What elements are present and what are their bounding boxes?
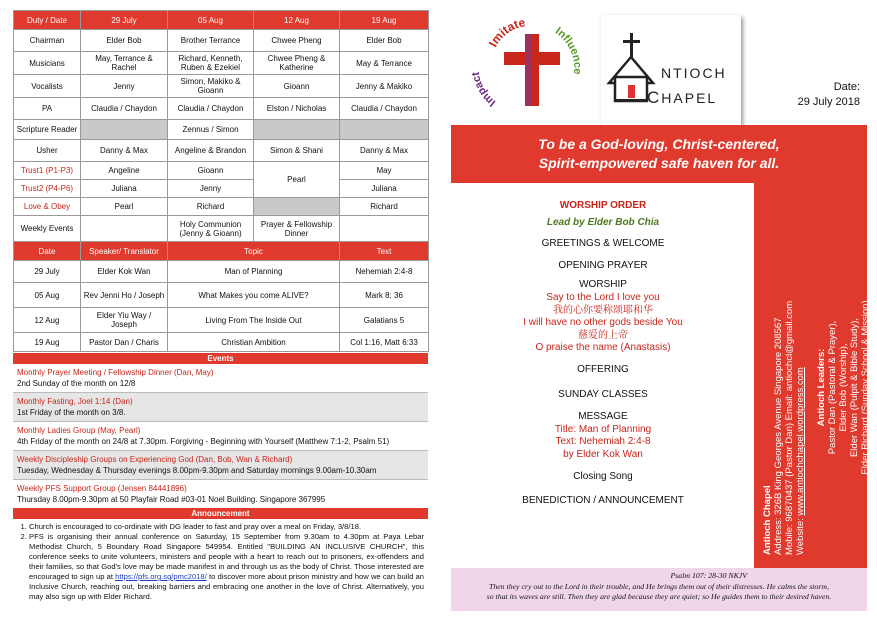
leader-item: Pastor Dan (Pastoral & Prayer), (827, 320, 838, 455)
contact-website (795, 301, 806, 555)
contact-address: Address: 326B King Georges Avenue Singapore 208567 (773, 317, 784, 555)
sermon-speaker: Pastor Dan / Charis (81, 333, 168, 352)
header-cell: Duty / Date (14, 11, 81, 30)
duty-cell: Jenny & Makiko (340, 75, 429, 98)
event-item (13, 422, 428, 451)
event-detail: 4th Friday of the month on 24/8 at 7.30pm. Forgiving - Beginning with Yourself (Matthew 7:1-2, Psalm 51) (17, 437, 390, 446)
empty-cell (81, 216, 168, 242)
duty-cell: Pearl (254, 162, 340, 198)
worship-title: WORSHIP ORDER (559, 200, 647, 211)
empty-cell (340, 120, 429, 140)
mission-line-1: To be a God-loving, Christ-centered, (538, 136, 780, 152)
duty-cell: Danny & Max (81, 140, 168, 162)
svg-text:Impact (470, 71, 498, 109)
mission-banner (451, 125, 867, 183)
psalm-box (451, 568, 867, 611)
duty-row (14, 162, 429, 180)
duty-cell: Juliana (81, 180, 168, 198)
event-item (13, 393, 428, 422)
duty-row (14, 120, 429, 140)
leaders-title: Antioch Leaders: (816, 348, 827, 427)
duty-cell: Pearl (81, 198, 168, 216)
sermon-text: Col 1:16, Matt 6:33 (340, 333, 429, 352)
psalm-line: Then they cry out to the Lord in their trouble, and He brings them out of their distresses. He calms the storm, (488, 581, 829, 591)
date-label: Date: (833, 81, 860, 93)
header-cell: 29 July (81, 11, 168, 30)
leader-item: Elder Richard (Sunday School & Mission) (860, 300, 871, 475)
announcement-item: 1. Church is encouraged to co-ordinate with DG leader to fast and pray over a meal on Friday, 3/8/18. (29, 522, 424, 532)
leader-item: Elder Wan (Pulpit & Bible Study), (849, 317, 860, 458)
header-cell: 19 Aug (340, 11, 429, 30)
event-item (13, 451, 428, 480)
sermon-speaker: Rev Jenni Ho / Joseph (81, 283, 168, 308)
duty-roster-table (13, 10, 429, 352)
sermon-row (14, 308, 429, 333)
sermon-date: 19 Aug (14, 333, 81, 352)
song: Say to the Lord I love you (546, 291, 660, 303)
duty-cell: May (340, 162, 429, 180)
worship-order (458, 200, 748, 508)
sermon-topic: Living From The Inside Out (168, 308, 340, 333)
sermon-row (14, 261, 429, 283)
duty-row (14, 180, 429, 198)
website-label: Website: (795, 515, 806, 555)
duty-cell: Chwee Pheng (254, 30, 340, 52)
announcement-text: to discover more about prison ministry and how we can build an Inclusive Church, reaching out, breaking barriers and embracing one another in the love of Christ. Alternatively, you may also sign up with Elder Richard. (29, 572, 424, 601)
psalm-reference: Psalm 107: 28-30 NKJV (670, 571, 747, 580)
psalm-line: so that its waves are still. Then they are glad because they are quiet; so He guides them to their desired haven. (486, 592, 832, 601)
svg-text:Influence (553, 25, 583, 75)
song: 慈爱的上帝 (578, 329, 628, 341)
worship-item: WORSHIP (579, 279, 627, 291)
header-cell: Speaker/ Translator (81, 242, 168, 261)
event-title: Monthly Prayer Meeting / Fellowship Dinner (Dan, May) (17, 368, 214, 377)
event-detail: 2nd Sunday of the month on 12/8 (17, 379, 136, 388)
event-detail: Thursday 8.00pm-9.30pm at 50 Playfair Road #03-01 Noel Building. Singapore 367995 (17, 495, 326, 504)
duty-cell: May & Terrance (340, 52, 429, 75)
svg-text:Imitate (486, 15, 527, 49)
event-title: Monthly Ladies Group (May, Pearl) (17, 426, 141, 435)
empty-cell (81, 120, 168, 140)
contact-mobile: Mobile: 96870437 (Pastor Dan) Email: antiochcl@gmail.com (784, 300, 795, 555)
song: O praise the name (Anastasis) (535, 342, 671, 354)
duty-cell: Richard (168, 198, 254, 216)
duty-row (14, 52, 429, 75)
duty-cell: Jenny (81, 75, 168, 98)
contact-strip (754, 183, 871, 568)
leaders-block (816, 260, 871, 515)
sermon-date: 05 Aug (14, 283, 81, 308)
duty-row (14, 198, 429, 216)
duty-cell: Juliana (340, 180, 429, 198)
sermon-date: 12 Aug (14, 308, 81, 333)
duty-cell: Elston / Nicholas (254, 98, 340, 120)
duty-cell: Claudia / Chaydon (168, 98, 254, 120)
sermon-topic: What Makes you come ALIVE? (168, 283, 340, 308)
duty-cell: Richard (340, 198, 429, 216)
chapel-name-line1: NTIOCH (661, 65, 727, 81)
event-item (13, 480, 428, 508)
event-detail: Tuesday, Wednesday & Thursday evenings 8.00pm-9.30pm and Saturday mornings 9.00am-10.30am (17, 466, 377, 475)
duty-header-row (14, 11, 429, 30)
duty-row (14, 30, 429, 52)
event-item (13, 364, 428, 393)
chapel-name-line2: CHAPEL (647, 88, 718, 107)
sermon-text: Mark 8: 36 (340, 283, 429, 308)
role-cell: Musicians (14, 52, 81, 75)
events-section (13, 353, 428, 602)
duty-cell: Simon & Shani (254, 140, 340, 162)
sermon-text: Nehemiah 2:4-8 (340, 261, 429, 283)
announcement-item (29, 532, 424, 602)
date-value: 29 July 2018 (797, 96, 860, 108)
duty-row (14, 216, 429, 242)
sermon-speaker: Elder Kok Wan (81, 261, 168, 283)
duty-cell: Gioann (254, 75, 340, 98)
leader-item: Elder Bob (Worship), (838, 343, 849, 432)
worship-item: OPENING PRAYER (558, 259, 648, 271)
duty-cell: Zennus / Simon (168, 120, 254, 140)
duty-cell: Richard, Kenneth, Ruben & Ezekiel (168, 52, 254, 75)
worship-item: BENEDICTION / ANNOUNCEMENT (522, 495, 684, 507)
sermon-row (14, 333, 429, 352)
chapel-name-line2-text: HAPEL (661, 90, 718, 106)
logo-word-right: Influence (553, 25, 584, 75)
logo-word-top: Imitate (485, 15, 527, 50)
worship-item: SUNDAY CLASSES (558, 388, 648, 400)
role-cell: Usher (14, 140, 81, 162)
event-title: Weekly Discipleship Groups on Experiencing God (Dan, Bob, Wan & Richard) (17, 455, 293, 464)
duty-cell: Elder Bob (81, 30, 168, 52)
duty-row (14, 98, 429, 120)
antioch-chapel-logo (601, 15, 741, 125)
worship-item: OFFERING (577, 363, 629, 375)
header-cell: Topic (168, 242, 340, 261)
announcement-text: PFS is organising their annual conference on Saturday, 15 September from 9.30am to 4.30pm at Paya Lebar Methodist Church, 5 Boundary Road Singapore 549954. Entitled "BUILDING AN INCLUSIVE CHURCH", this conference seeks to unite volunteers, ministers and people with a heart to reach out to prisoners, ex-offenders and their families, so that God's love may be made manifest in and through us as the body of Christ. Those interested are encouraged to sign up at (29, 532, 424, 581)
song: I will have no other gods beside You (523, 317, 683, 329)
duty-cell: Gioann (168, 162, 254, 180)
duty-cell: Simon, Makiko & Gioann (168, 75, 254, 98)
sermon-text: Galatians 5 (340, 308, 429, 333)
event-title: Weekly PFS Support Group (Jensen 84441896) (17, 484, 187, 493)
header-cell: Text (340, 242, 429, 261)
role-cell: Trust2 (P4-P6) (14, 180, 81, 198)
duty-cell: Jenny (168, 180, 254, 198)
imitate-influence-impact-logo (470, 12, 595, 112)
message-text: Text: Nehemiah 2:4-8 (555, 436, 651, 448)
worship-item: GREETINGS & WELCOME (541, 238, 665, 250)
empty-cell (254, 120, 340, 140)
sermon-topic: Man of Planning (168, 261, 340, 283)
role-cell: Love & Obey (14, 198, 81, 216)
message-speaker: by Elder Kok Wan (563, 448, 643, 460)
duty-cell: Angeline (81, 162, 168, 180)
mission-line-2: Spirit-empowered safe haven for all. (538, 155, 780, 171)
sermon-speaker: Elder Yiu Way / Joseph (81, 308, 168, 333)
duty-cell: Angeline & Brandon (168, 140, 254, 162)
contact-block (762, 301, 806, 555)
event-title: Monthly Fasting, Joel 1:14 (Dan) (17, 397, 133, 406)
role-cell: Weekly Events (14, 216, 81, 242)
signup-link[interactable]: https://pfs.org.sg/pmc2018/ (115, 572, 207, 581)
duty-cell: Brother Terrance (168, 30, 254, 52)
worship-item: MESSAGE (578, 411, 628, 423)
worship-lead: Lead by Elder Bob Chia (546, 216, 660, 228)
sermon-header-row (14, 242, 429, 261)
sermon-date: 29 July (14, 261, 81, 283)
role-cell: PA (14, 98, 81, 120)
events-title: Events (13, 353, 428, 364)
role-cell: Scripture Reader (14, 120, 81, 140)
sermon-topic: Christian Ambition (168, 333, 340, 352)
announcement-body (13, 519, 428, 602)
duty-row (14, 140, 429, 162)
worship-item: Closing Song (573, 470, 633, 482)
duty-cell: Chwee Pheng & Katherine (254, 52, 340, 75)
role-cell: Vocalists (14, 75, 81, 98)
header-cell: Date (14, 242, 81, 261)
header-cell: 12 Aug (254, 11, 340, 30)
empty-cell (254, 198, 340, 216)
event-detail: 1st Friday of the month on 3/8. (17, 408, 126, 417)
duty-cell: Elder Bob (340, 30, 429, 52)
empty-cell (340, 216, 429, 242)
website-link[interactable]: www.antiochchapel.wordpress.com (795, 367, 806, 516)
sermon-row (14, 283, 429, 308)
duty-cell: Holy Communion (Jenny & Gioann) (168, 216, 254, 242)
role-cell: Trust1 (P1-P3) (14, 162, 81, 180)
header-cell: 05 Aug (168, 11, 254, 30)
duty-cell: Prayer & Fellowship Dinner (254, 216, 340, 242)
contact-name: Antioch Chapel (762, 485, 773, 555)
date-block (760, 80, 860, 110)
song: 我的心你要称颂耶和华 (553, 304, 653, 316)
duty-cell: Claudia / Chaydon (81, 98, 168, 120)
duty-row (14, 75, 429, 98)
duty-cell: May, Terrance & Rachel (81, 52, 168, 75)
duty-cell: Claudia / Chaydon (340, 98, 429, 120)
role-cell: Chairman (14, 30, 81, 52)
logo-word-left: Impact (470, 71, 498, 109)
message-title: Title: Man of Planning (554, 423, 652, 435)
announcement-title: Announcement (13, 508, 428, 519)
duty-cell: Danny & Max (340, 140, 429, 162)
